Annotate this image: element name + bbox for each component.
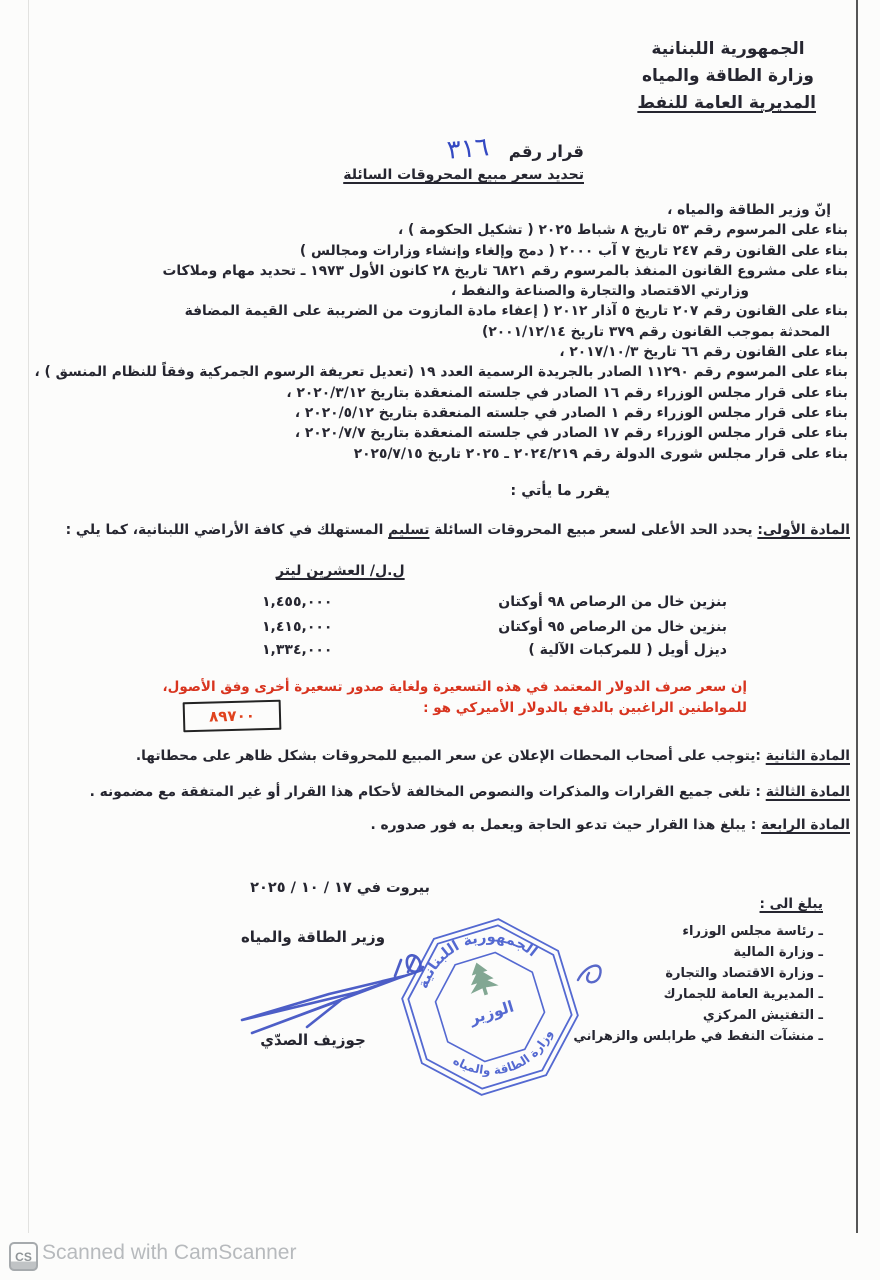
price-unit-heading: ل.ل/ العشرين ليتر [276, 563, 405, 579]
place-and-date: بيروت في ١٧ / ١٠ / ٢٠٢٥ [250, 880, 430, 896]
decision-intro: يقرر ما يأتي : [510, 483, 610, 499]
exchange-note-line2: للمواطنين الراغبين بالدفع بالدولار الأميركي هو : [423, 700, 747, 716]
price-row [180, 642, 727, 667]
stamp-ring-top-text: الجمهورية اللبنانية [414, 928, 541, 991]
price-row [180, 594, 727, 619]
article-one-underlined-word: تسليم [388, 522, 430, 538]
camscanner-label: Scanned with CamScanner [42, 1241, 297, 1264]
preamble-line: بناء على المرسوم رقم ١١٢٩٠ الصادر بالجريدة الرسمية العدد ١٩ (تعديل تعريفة الرسوم الجمركية وفقاً للنظام المنسق ) ، [34, 364, 848, 381]
article-four [60, 817, 850, 833]
preamble-line: بناء على القانون رقم ٦٦ تاريخ ٢٠١٧/١٠/٣ ، [559, 344, 848, 361]
article-one-label: المادة الأولى: [757, 522, 850, 538]
article-four-text: : يبلغ هذا القرار حيث تدعو الحاجة ويعمل به فور صدوره . [370, 817, 762, 833]
stamp-ring-bottom-text: وزارة الطاقة والمياه [450, 1027, 556, 1078]
preamble-line: بناء على القانون رقم ٢٠٧ تاريخ ٥ آذار ٢٠١٢ ( إعفاء مادة المازوت من الضريبة على القيمة المضافة [184, 303, 848, 320]
price-value: ١,٤٥٥,٠٠٠ [262, 594, 333, 610]
official-stamp [376, 893, 603, 1120]
price-row [180, 619, 727, 644]
article-one-text-end: المستهلك في كافة الأراضي اللبنانية، كما يلي : [65, 522, 389, 538]
price-value: ١,٣٣٤,٠٠٠ [262, 642, 333, 658]
article-one [60, 522, 850, 538]
preamble-line: بناء على المرسوم رقم ٥٣ تاريخ ٨ شباط ٢٠٢٥ ( تشكيل الحكومة ) ، [398, 222, 848, 239]
scan-edge-right-line [856, 0, 858, 1233]
letterhead-directorate: المديرية العامة للنفط [637, 93, 816, 113]
preamble-line: بناء على القانون رقم ٢٤٧ تاريخ ٧ آب ٢٠٠٠ ( دمج وإلغاء وإنشاء وزارات ومجالس ) [299, 242, 848, 259]
decree-subject: تحديد سعر مبيع المحروقات السائلة [343, 167, 584, 183]
camscanner-icon: CS [9, 1242, 38, 1271]
preamble-intro: إنّ وزير الطاقة والمياه ، [667, 202, 831, 218]
decree-number-handwritten: ٣١٦ [445, 132, 491, 166]
article-two-label: المادة الثانية [765, 748, 850, 764]
distribution-heading: يبلغ الى : [759, 896, 823, 912]
distribution-item: ـ المديرية العامة للجمارك [663, 987, 823, 1002]
minister-name: جوزيف الصدّي [260, 1031, 366, 1049]
preamble-line: وزارتي الاقتصاد والتجارة والصناعة والنفط ، [451, 283, 749, 300]
preamble [34, 200, 848, 464]
preamble-line: بناء على قرار مجلس الوزراء رقم ١٦ الصادر في جلسته المنعقدة بتاريخ ٢٠٢٠/٣/١٢ ، [286, 384, 848, 401]
price-item: بنزين خال من الرصاص ٩٥ أوكتان [498, 619, 727, 635]
minister-title: وزير الطاقة والمياه [240, 928, 386, 946]
decree-title [447, 134, 584, 164]
distribution-item: ـ وزارة المالية [733, 945, 823, 960]
article-two-text: :يتوجب على أصحاب المحطات الإعلان عن سعر المبيع للمحروقات بشكل ظاهر على محطاتها. [135, 748, 766, 764]
preamble-line: المحدثة بموجب القانون رقم ٣٧٩ تاريخ ٢٠٠١/١٢/١٤) [482, 323, 830, 340]
article-four-label: المادة الرابعة [761, 817, 850, 833]
price-value: ١,٤١٥,٠٠٠ [262, 619, 333, 635]
article-three-label: المادة الثالثة [765, 784, 850, 800]
article-two [60, 748, 850, 764]
scan-edge-left-line [28, 0, 29, 1233]
letterhead [637, 36, 816, 117]
preamble-line: بناء على قرار مجلس الوزراء رقم ١ الصادر في جلسته المنعقدة بتاريخ ٢٠٢٠/٥/١٢ ، [294, 404, 848, 421]
stamp-center-text: الوزير [467, 997, 516, 1028]
distribution-item: ـ منشآت النفط في طرابلس والزهراني [573, 1029, 823, 1044]
preamble-line: بناء على قرار مجلس الوزراء رقم ١٧ الصادر في جلسته المنعقدة بتاريخ ٢٠٢٠/٧/٧ ، [294, 425, 848, 442]
distribution-item: ـ رئاسة مجلس الوزراء [682, 924, 823, 939]
decree-label: قرار رقم [508, 142, 584, 161]
cedar-tree-icon [463, 958, 501, 999]
article-three-text: : تلغى جميع القرارات والمذكرات والنصوص المخالفة لأحكام هذا القرار أو غير المتفقة مع مضمونه . [89, 784, 766, 800]
letterhead-ministry: وزارة الطاقة والمياه [642, 66, 814, 86]
exchange-rate-box [183, 700, 282, 733]
price-item: ديزل أويل ( للمركبات الآلية ) [528, 642, 727, 658]
preamble-line: بناء على قرار مجلس شورى الدولة رقم ٢٠٢٤/٢١٩ ـ ٢٠٢٥ تاريخ ٢٠٢٥/٧/١٥ [353, 445, 848, 462]
exchange-note-line1: إن سعر صرف الدولار المعتمد في هذه التسعيرة ولغاية صدور تسعيرة أخرى وفق الأصول، [162, 679, 747, 695]
distribution-item: ـ وزارة الاقتصاد والتجارة [665, 966, 823, 981]
article-three [60, 784, 850, 800]
article-one-text: يحدد الحد الأعلى لسعر مبيع المحروقات السائلة [429, 522, 758, 538]
letterhead-republic: الجمهورية اللبنانية [651, 39, 805, 59]
preamble-line: بناء على مشروع القانون المنفذ بالمرسوم رقم ٦٨٢١ تاريخ ٢٨ كانون الأول ١٩٧٣ ـ تحديد مهام وملاكات [162, 262, 848, 279]
exchange-rate-value: ٨٩٧٠٠ [208, 706, 256, 726]
price-item: بنزين خال من الرصاص ٩٨ أوكتان [498, 594, 727, 610]
distribution-item: ـ التفتيش المركزي [702, 1008, 823, 1023]
